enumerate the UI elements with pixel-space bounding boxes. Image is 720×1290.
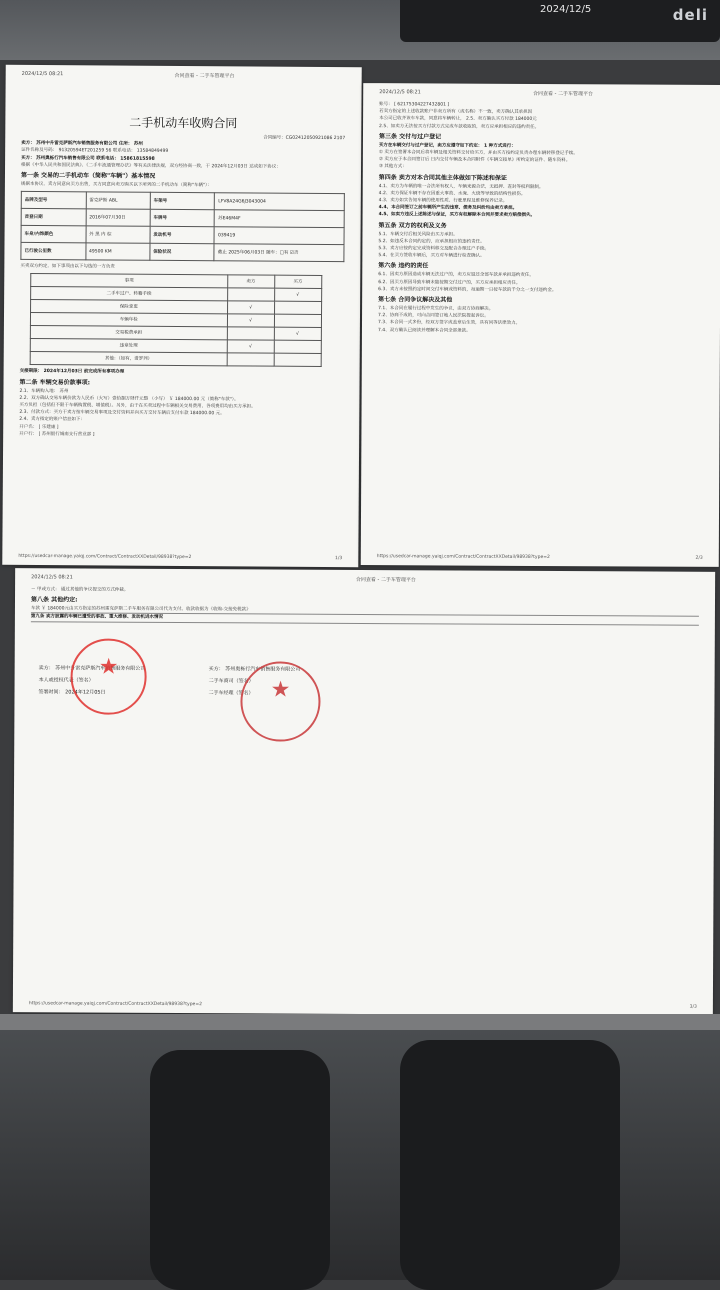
- clause-line: 开户行： [ 苏州银行城南支行营业部 ]: [19, 431, 95, 438]
- table-row: 车身/内饰颜色 外 黑 内 棕 发动机号 039419: [21, 226, 344, 245]
- device-date: 2024/12/5: [540, 4, 592, 15]
- clause-line: 4.3、卖方如实告知车辆的使用性质、行驶里程及维修保养记录。: [378, 198, 508, 204]
- footer-url: https://usedcar-manage.yaiqj.com/Contract/ContractXXDetail/98938?type=2: [18, 553, 192, 561]
- clause-line: 6.3、卖方未按照约定时间交付车辆或资料的，每逾期一日按车款的千分之一支付违约金。: [378, 287, 557, 293]
- clause-line: 7.4、双方确认已阅读并理解本合同全部条款。: [377, 327, 471, 334]
- footer-url: https://usedcar-manage.yaiqj.com/Contract/ContractXXDetail/98938?type=2: [376, 554, 550, 561]
- contract-title: 二手机动车收购合同: [129, 115, 238, 131]
- table-header-row: 事项 卖方 买方: [31, 274, 322, 289]
- clause-line: 买方在车辆交付与过户登记，卖方应遵守如下约定： 1 种方式进行：: [378, 142, 516, 149]
- party-line: 买方： 苏州奥栎行汽车销售有限公司 联系电话： 15861815598: [21, 155, 155, 162]
- clause-line: 2.2、双方确认交易车辆价款为人民币（大写）壹拾捌万肆仟元整 （小写） ￥ 184000.00 元（简称"车款"）。: [19, 395, 239, 403]
- clause-line: 若卖方指定的上述收款账户非卖方所有（或名称）不一致，卖方确认其承担因: [379, 109, 533, 116]
- buyer-signature-block: 买方： 苏州奥栎行汽车销售服务有限公司 二手车商司（签名） 二手车经理（签名）: [208, 666, 301, 697]
- left-leg: [150, 1050, 330, 1290]
- header-date: 2024/12/5 08:21: [31, 574, 73, 581]
- clause-line: 5.4、在买方签收车辆后，买方对车辆进行检查确认。: [378, 253, 485, 259]
- footer-page-number: 2/3: [695, 555, 703, 561]
- footer-page-number: 1/3: [335, 556, 343, 562]
- clause-line: 本公司已收齐该车车款，同意将车辆转让， 2.5、卖方确认买方付款 184000元: [379, 116, 537, 123]
- buyer-company-seal: [240, 661, 320, 741]
- table-row: 交易税费承担 √: [30, 326, 321, 341]
- handover-deadline: 交接期限： 2024年12月03日 前完成所有事项办理: [19, 369, 125, 376]
- clause-line: 7.3、本合同一式多份，经双方签字或盖章后生效，具有同等法律效力。: [377, 320, 521, 327]
- party-line: 卖方： 苏州中升雷克萨斯汽车销售服务有限公司 住所： 苏州: [21, 141, 143, 147]
- clause-line: ② 卖方应于本合同签订后 日内交付车辆及本合同附件《车辆交接单》所约定的证件、随车资料。: [378, 157, 571, 164]
- page2-body: [378, 101, 705, 336]
- header-date: 2024/12/5 08:21: [379, 89, 421, 96]
- page-header: [379, 89, 705, 98]
- responsibility-note: 买卖双方约定，如下事项由以下勾选的一方负责: [20, 264, 115, 270]
- page-footer: [377, 554, 703, 561]
- page1-body: [19, 133, 345, 440]
- footer-page-number: 3/3: [689, 1004, 697, 1010]
- clause-line: 开户名： [ 乐建康 ]: [19, 424, 59, 430]
- section-heading: 第七条 合同争议解决及其他: [378, 296, 453, 304]
- clause-line: 4.2、卖方保证车辆不存在因重大事故、水淹、火烧等导致的结构性损伤。: [378, 190, 526, 197]
- clause-line: 车款 ￥ 184000元由买方指定的苏州雷克萨斯二手车服务有限公司代为支付。收款收据为《收购-交接免税款》: [31, 605, 699, 617]
- table-row: 保险变更 √: [31, 300, 322, 315]
- device-on-desk: [400, 0, 720, 42]
- section-note: 规据本协议，卖方同意向买方出售，买方同意向卖方购买以下所列的二手机动车（简称"车辆"）：: [20, 181, 212, 189]
- table-row: 已行驶公里数 49500 KM 保险状况 截止 2025年06月03日 随车：□有 ☑否: [21, 243, 344, 262]
- page-footer: [29, 1001, 697, 1009]
- clause-line: － 甲或方式： 通过其他的争议提交的方式仲裁。: [31, 587, 129, 593]
- party-line: 根据《中华人民共和国民法典》、《二手车流通管理办法》等有关法律法规，双方经协商一致，于 2024年12月03日 达成如下协议：: [21, 162, 281, 170]
- clause-line: 4.4、本合同签订之前车辆所产生的违章、债务及纠纷均由卖方承担。: [378, 205, 518, 212]
- section-heading: 第四条 卖方对本合同其他主体做如下陈述和保证: [378, 173, 507, 182]
- contract-number: 合同编号：CG02412050921086 2107: [263, 135, 346, 142]
- table-row: 二手车过户、转籍手续 √: [31, 287, 322, 302]
- header-title: 合同查看 - 二手车管理平台: [533, 90, 594, 98]
- contract-page-2: [361, 83, 720, 567]
- header-title: 合同查看 - 二手车管理平台: [174, 72, 235, 80]
- header-date: 2024/12/5 08:21: [21, 70, 64, 78]
- clause-line: 4.5、如卖方违反上述陈述与保证，买方有权解除本合同并要求卖方赔偿损失。: [378, 212, 536, 219]
- contract-page-3: [13, 568, 715, 1016]
- clause-line: 买方负担（包括但不限于车辆购置税、增值税）。另外，由于在买卖过程中车辆相关交易费用，各项费用均由买方承担。: [19, 402, 256, 410]
- table-row: 首登日期 2016年07月30日 车牌号 苏E46M4F: [21, 209, 344, 228]
- clause-line: 6.1、因卖方原因造成车辆无法过户的，卖方应退还全部车款并承担违约责任。: [378, 272, 534, 279]
- seal-star-icon: ★: [98, 654, 119, 680]
- seal-star-icon: ★: [270, 677, 291, 703]
- clause-line: 4.1、卖方为车辆的唯一合法所有权人，车辆来源合法，无抵押、查封等权利限制。: [378, 183, 544, 190]
- clause-line: ① 卖方在签署本合同后将车辆及相关资料交付给买方，并由买方按约定负责办理车辆转移登记手续。: [378, 150, 578, 157]
- section-heading: 第八条 其他约定:: [30, 596, 78, 604]
- responsibility-table: [30, 273, 322, 367]
- table-row: 品牌及型号 雷克萨斯 ABL 车架号 LFV8A24G6J3043004: [21, 192, 344, 211]
- page-header: [31, 574, 699, 584]
- background-legs: [0, 1030, 720, 1280]
- clause-line: 5.3、卖方应按约定完成资料移交及配合办理过户手续。: [378, 246, 490, 252]
- footer-url: https://usedcar-manage.yaiqj.com/Contract/ContractXXDetail/98938?type=2: [28, 1001, 202, 1008]
- clause-line: 账号： [ 62175304227432801 ]: [379, 102, 450, 108]
- section-heading: 第五条 双方的权利及义务: [378, 221, 447, 230]
- table-row: 违章处理 √: [30, 339, 321, 354]
- contract-page-1: [2, 65, 361, 567]
- clause-line: 2.3、付款方式：买方于卖方按车辆交易事项及交付资料并向买方交付车辆后支付车款 184000.00 元。: [19, 410, 225, 417]
- clause-line: ③ 其他方式：: [378, 164, 407, 170]
- clause-line: 2.5、如卖方无法按买方付款方式完成车款收取的，卖方应承担相应的违约责任。: [379, 123, 540, 130]
- vehicle-info-table: [20, 191, 344, 262]
- section-heading: 第一条 交易的二手机动车（简称"车辆"）基本情况: [20, 171, 156, 180]
- clause-line: 7.1、本合同在履行过程中发生的争议，由双方协商解决。: [378, 306, 494, 312]
- clause-line: 第九条 卖方披露的车辆已遭受的事故、重大维修、发动机进水情况: [31, 614, 699, 626]
- table-row: 其他：（如有，请罗列）: [30, 352, 321, 367]
- clause-line: 5.1、车辆交付后相关风险由买方承担。: [378, 231, 458, 238]
- clause-line: 7.2、协商不成的，可向合同签订地人民法院提起诉讼。: [378, 313, 489, 319]
- page3-body: [31, 586, 699, 625]
- section-heading: 第二条 车辆交易价款事项:: [19, 378, 91, 386]
- section-heading: 第六条 违约的责任: [378, 262, 429, 270]
- table-row: 车辆年检 √: [30, 313, 321, 328]
- right-leg: [400, 1040, 620, 1290]
- seller-company-seal: [70, 638, 146, 714]
- party-line: 证件名称及号码： 91320594ET201259 56 联系电话： 13584849499: [21, 148, 169, 155]
- page-footer: [18, 554, 342, 561]
- header-title: 合同查看 - 二手车管理平台: [355, 576, 416, 584]
- clause-line: 6.2、因买方原因导致车辆未能按期交付过户的，买方应承担相应责任。: [378, 279, 521, 286]
- clause-line: 2.1、车辆购入地： 苏州: [19, 388, 69, 394]
- clause-line: 5.2、如违反本合同约定的，应承担相应的违约责任。: [378, 238, 485, 245]
- page-header: [22, 71, 346, 80]
- seller-signature-block: 卖方： 苏州中升雷克萨斯汽车销售服务有限公司 本人或授权代表（签名） 签署时间： 2024年12月05日: [38, 665, 146, 696]
- clause-line: 2.4、卖方指定的账户信息如下：: [19, 417, 85, 423]
- device-brand-logo: deli: [672, 6, 708, 24]
- section-heading: 第三条 交付与过户登记: [378, 132, 442, 141]
